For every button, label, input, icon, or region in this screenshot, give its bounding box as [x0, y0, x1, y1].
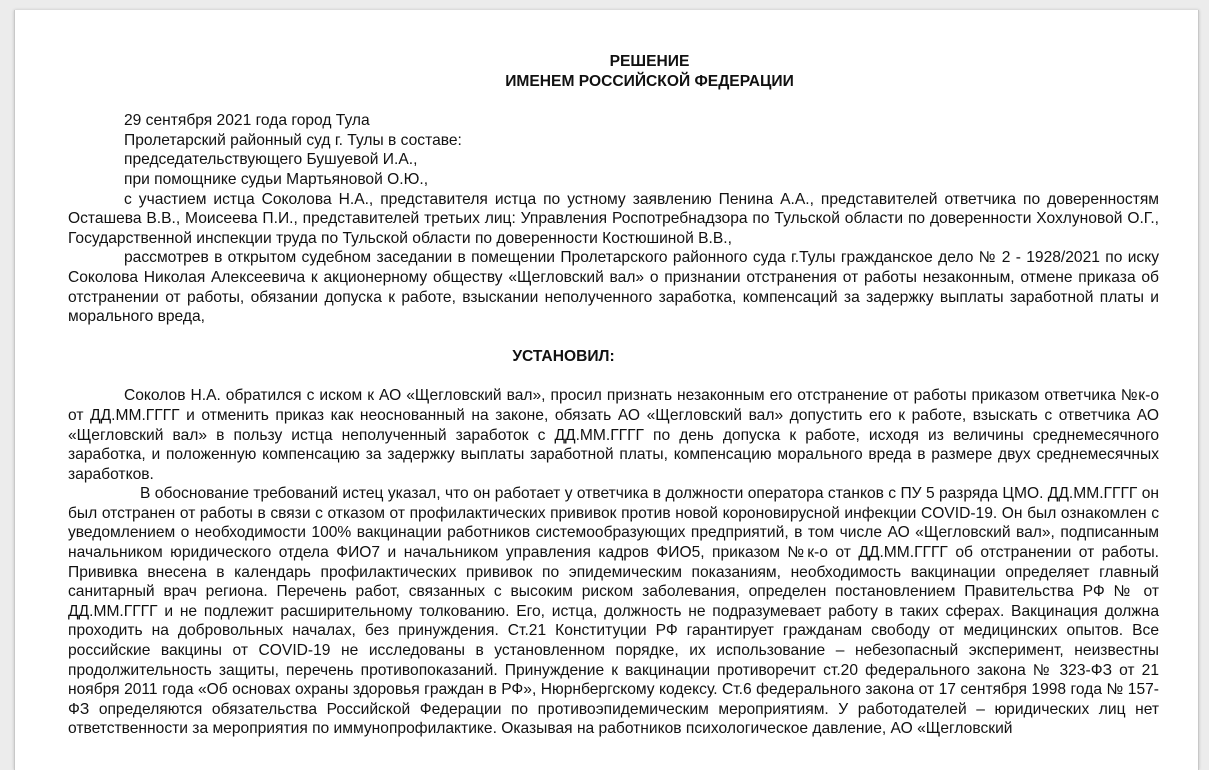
section-heading: УСТАНОВИЛ: — [512, 347, 615, 365]
intro-date-line: 29 сентября 2021 года город Тула — [124, 112, 370, 130]
body-paragraph-1: Соколов Н.А. обратился с иском к АО «Щегловский вал», просил признать незаконным его отстранение от работы приказом ответчика №к-о от ДД.ММ.ГГГГ и отменить приказ как неоснованный на законе, обязать АО «Щегловский вал» допустить его к работе, взыскать с ответчика АО «Щегловский вал» в пользу истца неполученный заработок с ДД.ММ.ГГГГ по день допуска к работе, исходя из величины среднемесячного заработка, и положенную компенсацию за задержку выплаты заработной платы, компенсацию морального вреда в размере двух среднемесячных заработков. — [68, 387, 1159, 483]
intro-court-line: Пролетарский районный суд г. Тулы в составе: — [124, 131, 462, 149]
case-paragraph: рассмотрев в открытом судебном заседании в помещении Пролетарского районного суда г.Тулы гражданское дело № 2 - 1928/2021 по иску Соколова Николая Алексеевича к акционерному обществу «Щегловский вал» о признании отстранения от работы незаконным, отмене приказа об отстранении от работы, обязании допуска к работе, взыскании неполученного заработка, компенсаций за задержку выплаты заработной платы и морального вреда, — [68, 249, 1159, 326]
intro-judge-line: председательствующего Бушуевой И.А., — [124, 151, 418, 169]
document-body — [68, 52, 1159, 739]
intro-assistant-line: при помощнике судьи Мартьяновой О.Ю., — [124, 170, 429, 188]
body-paragraph-2: В обоснование требований истец указал, что он работает у ответчика в должности оператора станков с ПУ 5 разряда ЦМО. ДД.ММ.ГГГГ он был отстранен от работы в связи с отказом от профилактических прививок против новой короновирусной инфекции COVID-19. Он был ознакомлен с уведомлением о необходимости 100% вакцинации работников системообразующих предприятий, в том числе АО «Щегловский вал», подписанным начальником юридического отдела ФИО7 и начальником управления кадров ФИО5, приказом №к-о от ДД.ММ.ГГГГ об отстранении от работы. Прививка внесена в календарь профилактических прививок по эпидемическим показаниям, необходимость вакцинации определяет главный санитарный врач региона. Перечень работ, связанных с высоким риском заболевания, определен постановлением Правительства РФ № от ДД.ММ.ГГГГ и не подлежит расширительному толкованию. Его, истца, должность не подразумевает работу в таких сферах. Вакцинация должна проходить на добровольных началах, без принуждения. Ст.21 Конституции РФ гарантирует гражданам свободу от медицинских опытов. Все российские вакцины от COVID-19 не исследованы в установленном порядке, их использование – небезопасный эксперимент, неизвестны продолжительность защиты, перечень противопоказаний. Принуждение к вакцинации противоречит ст.20 федерального закона № 323-ФЗ от 21 ноября 2011 года «Об основах охраны здоровья граждан в РФ», Нюрнбергскому кодексу. Ст.6 федерального закона от 17 сентября 1998 года № 157-ФЗ определяются обязательства Российской Федерации по противоэпидемическим мероприятиям. У работодателей – юридических лиц нет ответственности за мероприятия по иммунопрофилактике. Оказывая на работников психологическое давление, АО «Щегловский — [68, 485, 1159, 738]
document-title: РЕШЕНИЕ — [609, 53, 690, 70]
document-subtitle: ИМЕНЕМ РОССИЙСКОЙ ФЕДЕРАЦИИ — [505, 72, 794, 90]
document-page — [14, 10, 1199, 770]
participants-paragraph: с участием истца Соколова Н.А., представителя истца по устному заявлению Пенина А.А., представителей ответчика по доверенностям Осташева В.В., Моисеева П.И., представителей третьих лиц: Управления Роспотребнадзора по Тульской области по доверенности Хохлуновой О.Г., Государственной инспекции труда по Тульской области по доверенности Костюшиной В.В., — [68, 190, 1159, 247]
